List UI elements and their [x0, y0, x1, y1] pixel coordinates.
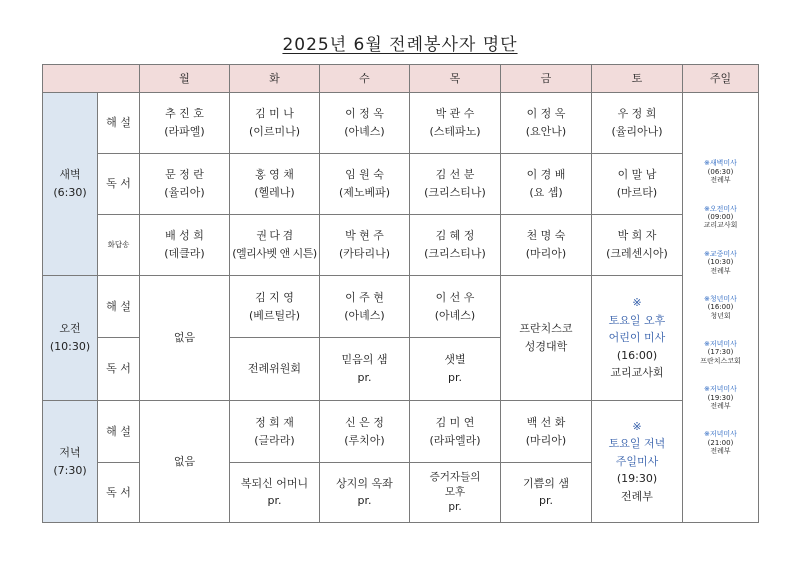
cell: 이 경 배 (요 셉): [501, 154, 592, 215]
sunday-masses: [683, 93, 759, 523]
cell: 복되신 어머니 pr.: [230, 463, 320, 523]
mass-entry: ※저녁미사 (19:30) 전례부: [704, 385, 737, 411]
cell: 박 관 수 (스테파노): [410, 93, 501, 154]
cell: 이 주 현 (아녜스): [320, 276, 410, 338]
cell: 샛별 pr.: [410, 338, 501, 401]
cell: 증거자들의 모후 pr.: [410, 463, 501, 523]
role-label: 해 설: [98, 276, 140, 338]
cell: 이 선 우 (아녜스): [410, 276, 501, 338]
saturday-note: ※ 토요일 오후 어린이 미사 (16:00) 교리교사회: [592, 276, 683, 401]
day-header: 금: [501, 65, 592, 93]
role-label: 독 서: [98, 463, 140, 523]
cell: 문 정 란 (율리아): [140, 154, 230, 215]
mass-entry: ※저녁미사 (21:00) 전례부: [704, 430, 737, 456]
schedule-table: [42, 64, 759, 523]
day-header: 목: [410, 65, 501, 93]
cell: 이 말 남 (마르타): [592, 154, 683, 215]
mass-entry: ※오전미사 (09:00) 교리교사회: [703, 204, 738, 230]
table-row: [43, 154, 759, 215]
day-header: 화: [230, 65, 320, 93]
cell: 이 정 옥 (아녜스): [320, 93, 410, 154]
cell: 없음: [140, 401, 230, 523]
cell: 김 미 나 (이르미나): [230, 93, 320, 154]
cell: 권 다 겸 (엘리사벳 앤 시튼): [230, 215, 320, 276]
cell: 프란치스코 성경대학: [501, 276, 592, 401]
cell: 추 진 호 (라파엘): [140, 93, 230, 154]
mass-entry: ※저녁미사 (17:30) 프란치스코회: [700, 340, 741, 365]
cell: 믿음의 샘 pr.: [320, 338, 410, 401]
cell: 배 성 희 (데클라): [140, 215, 230, 276]
cell: 천 명 숙 (마리아): [501, 215, 592, 276]
day-header: 주일: [683, 65, 759, 93]
table-row: [43, 276, 759, 338]
cell: 없음: [140, 276, 230, 401]
session-morning: 오전 (10:30): [43, 276, 98, 401]
cell: 김 지 영 (베르틸라): [230, 276, 320, 338]
role-label: 화답송: [98, 215, 140, 276]
cell: 이 정 옥 (요안나): [501, 93, 592, 154]
cell: 기쁨의 샘 pr.: [501, 463, 592, 523]
cell: 박 희 자 (크레센시아): [592, 215, 683, 276]
cell: 상지의 옥좌 pr.: [320, 463, 410, 523]
day-header: 토: [592, 65, 683, 93]
cell: 김 혜 정 (크리스티나): [410, 215, 501, 276]
day-header: 수: [320, 65, 410, 93]
session-dawn: 새벽 (6:30): [43, 93, 98, 276]
page-title: 2025년 6월 전례봉사자 명단: [282, 35, 518, 55]
cell: 정 희 재 (글라라): [230, 401, 320, 463]
day-header: 월: [140, 65, 230, 93]
header-row: [43, 65, 759, 93]
mass-entry: ※청년미사 (16:00) 청년회: [704, 294, 737, 320]
table-row: [43, 215, 759, 276]
cell: 신 은 정 (루치아): [320, 401, 410, 463]
cell: 김 선 분 (크리스티나): [410, 154, 501, 215]
cell: 김 미 연 (라파엘라): [410, 401, 501, 463]
cell: 백 선 화 (마리아): [501, 401, 592, 463]
role-label: 해 설: [98, 93, 140, 154]
session-evening: 저녁 (7:30): [43, 401, 98, 523]
cell: 임 원 숙 (제노베파): [320, 154, 410, 215]
cell: 우 정 희 (율리아나): [592, 93, 683, 154]
mass-entry: ※교중미사 (10:30) 전례부: [704, 249, 737, 275]
role-label: 해 설: [98, 401, 140, 463]
table-row: [43, 93, 759, 154]
table-row: [43, 401, 759, 463]
header-corner: [43, 65, 140, 93]
cell: 홍 영 채 (헬레나): [230, 154, 320, 215]
cell: 전례위원회: [230, 338, 320, 401]
role-label: 독 서: [98, 154, 140, 215]
saturday-note: ※ 토요일 저녁 주일미사 (19:30) 전례부: [592, 401, 683, 523]
role-label: 독 서: [98, 338, 140, 401]
cell: 박 현 주 (카타리나): [320, 215, 410, 276]
mass-entry: ※새벽미사 (06:30) 전례부: [704, 159, 737, 185]
